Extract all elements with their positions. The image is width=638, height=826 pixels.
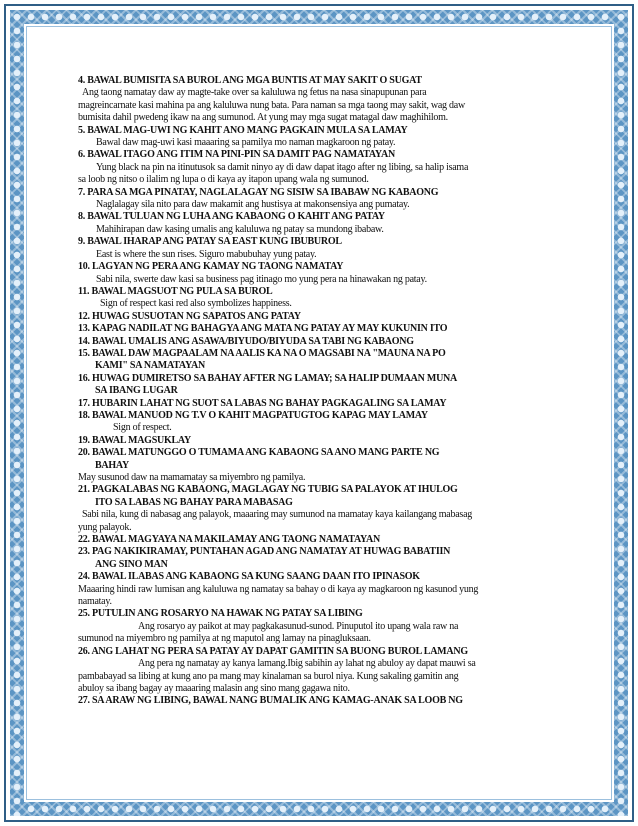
heading-continuation: ANG SINO MAN bbox=[95, 558, 168, 570]
heading-text: 16. HUWAG DUMIRETSO SA BAHAY AFTER NG LAMAY; SA HALIP DUMAAN MUNA bbox=[78, 372, 457, 384]
superstition-heading bbox=[78, 534, 564, 546]
explanation-text: sa loob ng nitso o ilalim ng lupa o di kaya ay itapon upang wala ng sumunod. bbox=[78, 174, 369, 186]
superstition-heading bbox=[78, 484, 564, 509]
heading-text: 6. BAWAL ITAGO ANG ITIM NA PINI-PIN SA DAMIT PAG NAMATAYAN bbox=[78, 149, 395, 161]
decorative-border-top bbox=[10, 10, 628, 24]
heading-text: 23. PAG NAKIKIRAMAY, PUNTAHAN AGAD ANG NAMATAY AT HUWAG BABATIIN bbox=[78, 546, 451, 558]
superstition-heading bbox=[78, 571, 564, 583]
explanation-text: pambabayad sa libing at kung ano pa mang may kinalaman sa burol niya. Kung sakaling gamitin ang bbox=[78, 670, 459, 682]
explanation-text: Bawal daw mag-uwi kasi maaaring sa pamilya mo naman magkaroon ng patay. bbox=[96, 137, 396, 149]
heading-continuation: KAMI" SA NAMATAYAN bbox=[95, 360, 205, 372]
superstition-heading bbox=[78, 435, 564, 447]
superstition-heading bbox=[78, 211, 564, 223]
superstition-heading bbox=[78, 447, 564, 472]
heading-text: 19. BAWAL MAGSUKLAY bbox=[78, 434, 191, 446]
explanation-text: sumunod na miyembro ng pamilya at ng maputol ang lamay na pinagluksaan. bbox=[78, 633, 371, 645]
heading-text: 26. ANG LAHAT NG PERA SA PATAY AY DAPAT GAMITIN SA BUONG BUROL LAMANG bbox=[78, 645, 468, 657]
heading-text: 5. BAWAL MAG-UWI NG KAHIT ANO MANG PAGKAIN MULA SA LAMAY bbox=[78, 124, 408, 136]
explanation-text: Naglalagay sila nito para daw makamit ang hustisya at makonsensiya ang pumatay. bbox=[96, 199, 410, 211]
heading-text: 4. BAWAL BUMISITA SA BUROL ANG MGA BUNTIS AT MAY SAKIT O SUGAT bbox=[78, 75, 422, 86]
heading-text: 21. PAGKALABAS NG KABAONG, MAGLAGAY NG TUBIG SA PALAYOK AT IHULOG bbox=[78, 484, 458, 496]
heading-text: 8. BAWAL TULUAN NG LUHA ANG KABAONG O KAHIT ANG PATAY bbox=[78, 211, 385, 223]
superstition-heading bbox=[78, 546, 564, 571]
superstition-heading bbox=[78, 410, 564, 422]
superstition-heading bbox=[78, 646, 564, 658]
superstition-heading bbox=[78, 125, 564, 137]
superstition-heading bbox=[78, 75, 564, 87]
explanation-text: namatay. bbox=[78, 596, 112, 608]
superstition-heading bbox=[78, 608, 564, 620]
superstition-heading bbox=[78, 311, 564, 323]
explanation-text: Sabi nila, swerte daw kasi sa business pag itinago mo yung pera na hinawakan ng patay. bbox=[96, 273, 427, 285]
heading-continuation: ITO SA LABAS NG BAHAY PARA MABASAG bbox=[95, 496, 293, 508]
heading-text: 15. BAWAL DAW MAGPAALAM NA AALIS KA NA O MAGSABI NA "MAUNA NA PO bbox=[78, 347, 446, 359]
superstition-heading bbox=[78, 695, 564, 707]
heading-text: 17. HUBARIN LAHAT NG SUOT SA LABAS NG BAHAY PAGKAGALING SA LAMAY bbox=[78, 397, 447, 409]
decorative-border-right bbox=[614, 10, 628, 816]
explanation-text: Sign of respect. bbox=[113, 422, 172, 434]
heading-continuation: SA IBANG LUGAR bbox=[95, 385, 178, 397]
explanation-text: May susunod daw na mamamatay sa miyembro ng pamilya. bbox=[78, 472, 306, 483]
superstition-heading bbox=[78, 261, 564, 273]
document-body bbox=[78, 75, 564, 708]
superstition-heading bbox=[78, 149, 564, 161]
heading-text: 27. SA ARAW NG LIBING, BAWAL NANG BUMALIK ANG KAMAG-ANAK SA LOOB NG bbox=[78, 695, 463, 707]
superstition-heading bbox=[78, 373, 564, 398]
explanation-text: Sign of respect kasi red also symbolizes happiness. bbox=[100, 298, 292, 310]
heading-text: 13. KAPAG NADILAT NG BAHAGYA ANG MATA NG PATAY AY MAY KUKUNIN ITO bbox=[78, 323, 448, 335]
heading-text: 22. BAWAL MAGYAYA NA MAKILAMAY ANG TAONG NAMATAYAN bbox=[78, 534, 380, 546]
heading-text: 11. BAWAL MAGSUOT NG PULA SA BUROL bbox=[78, 285, 273, 297]
heading-text: 7. PARA SA MGA PINATAY, NAGLALAGAY NG SISIW SA IBABAW NG KABAONG bbox=[78, 186, 439, 198]
superstition-heading bbox=[78, 286, 564, 298]
explanation-text: Ang pera ng namatay ay kanya lamang.Ibig sabihin ay lahat ng abuloy ay dapat mauwi sa bbox=[138, 658, 476, 670]
heading-text: 12. HUWAG SUSUOTAN NG SAPATOS ANG PATAY bbox=[78, 310, 301, 322]
heading-continuation: BAHAY bbox=[95, 459, 129, 471]
superstition-heading bbox=[78, 323, 564, 335]
explanation-text: abuloy sa ibang bagay ay maaaring malasin ang sino mang gagawa nito. bbox=[78, 682, 350, 694]
heading-text: 24. BAWAL ILABAS ANG KABAONG SA KUNG SAANG DAAN ITO IPINASOK bbox=[78, 571, 420, 583]
heading-text: 18. BAWAL MANUOD NG T.V O KAHIT MAGPATUGTOG KAPAG MAY LAMAY bbox=[78, 409, 428, 421]
decorative-border-bottom bbox=[10, 802, 628, 816]
explanation-text: magreincarnate kasi mahina pa ang kaluluwa nung bata. Para naman sa mga taong may sakit, wag daw bbox=[78, 99, 465, 111]
heading-text: 25. PUTULIN ANG ROSARYO NA HAWAK NG PATAY SA LIBING bbox=[78, 608, 363, 620]
decorative-border-left bbox=[10, 10, 24, 816]
explanation-text: Maaaring hindi raw lumisan ang kaluluwa ng namatay sa bahay o di kaya ay magkaroon ng kasunod yung bbox=[78, 583, 479, 595]
heading-text: 10. LAGYAN NG PERA ANG KAMAY NG TAONG NAMATAY bbox=[78, 261, 344, 273]
superstition-heading bbox=[78, 398, 564, 410]
superstition-heading bbox=[78, 187, 564, 199]
explanation-text: Yung black na pin na itinutusok sa damit ninyo ay di daw dapat itago after ng libing, sa halip isama bbox=[96, 161, 469, 173]
explanation-text: Sabi nila, kung di nabasag ang palayok, maaaring may sumunod na mamatay kaya kailangang mabasag bbox=[82, 509, 473, 521]
superstition-heading bbox=[78, 336, 564, 348]
explanation-text: Ang taong namatay daw ay magte-take over sa kaluluwa ng fetus na nasa sinapupunan para bbox=[82, 87, 427, 99]
heading-text: 20. BAWAL MATUNGGO O TUMAMA ANG KABAONG SA ANO MANG PARTE NG bbox=[78, 447, 440, 459]
heading-text: 9. BAWAL IHARAP ANG PATAY SA EAST KUNG IBUBUROL bbox=[78, 236, 342, 248]
explanation-text: Ang rosaryo ay paikot at may pagkakasunud-sunod. Pinuputol ito upang wala raw na bbox=[138, 620, 459, 632]
superstition-heading bbox=[78, 236, 564, 248]
explanation-text: Mahihirapan daw kasing umalis ang kaluluwa ng patay sa mundong ibabaw. bbox=[96, 223, 384, 235]
superstition-heading bbox=[78, 348, 564, 373]
explanation-text: bumisita dahil pwedeng ikaw na ang sumunod. At yung may mga sugat matagal daw maghihilom. bbox=[78, 112, 448, 124]
explanation-text: East is where the sun rises. Siguro mabubuhay yung patay. bbox=[96, 248, 317, 260]
explanation-text: yung palayok. bbox=[78, 521, 132, 533]
heading-text: 14. BAWAL UMALIS ANG ASAWA/BIYUDO/BIYUDA SA TABI NG KABAONG bbox=[78, 335, 414, 347]
